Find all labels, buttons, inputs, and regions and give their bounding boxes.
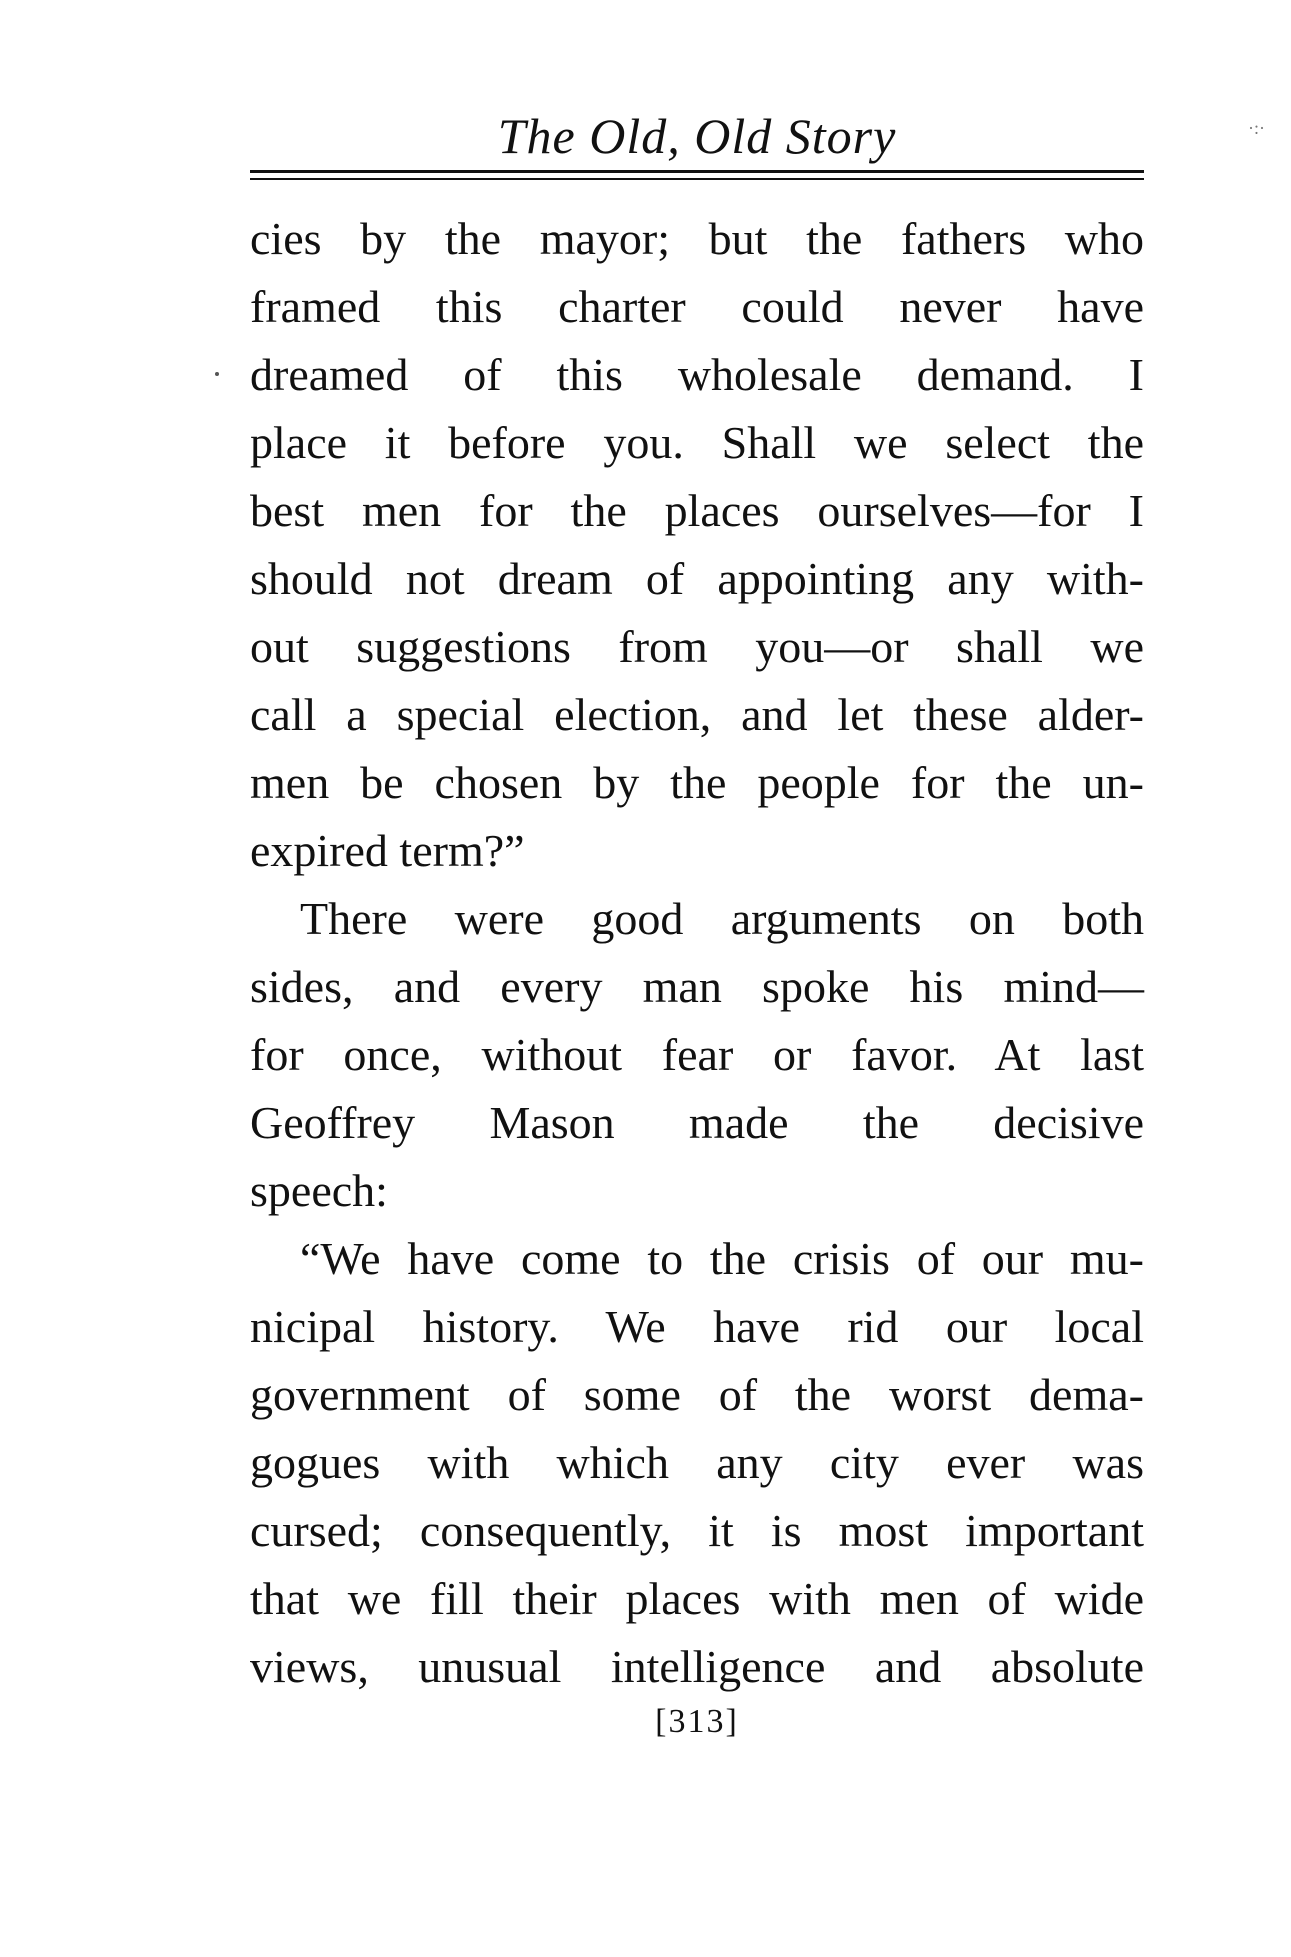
text-line: framed this charter could never have: [250, 281, 1144, 332]
text-line: that we fill their places with men of wide: [250, 1573, 1144, 1624]
text-line: out suggestions from you—or shall we: [250, 621, 1144, 672]
running-head: The Old, Old Story: [497, 108, 897, 164]
text-line: place it before you. Shall we select the: [250, 417, 1144, 468]
text-line: gogues with which any city ever was: [250, 1437, 1144, 1488]
text-line: There were good arguments on both: [300, 893, 1144, 944]
header-rule-thick: [250, 170, 1144, 173]
body-text: [250, 205, 1144, 1701]
text-line: cies by the mayor; but the fathers who: [250, 213, 1144, 264]
margin-speck: [215, 372, 219, 376]
text-line: cursed; consequently, it is most important: [250, 1505, 1144, 1556]
page-number: [313]: [655, 1703, 739, 1740]
text-line: for once, without fear or favor. At last: [250, 1029, 1144, 1080]
text-line: speech:: [250, 1165, 388, 1216]
text-line: expired term?”: [250, 825, 525, 876]
text-line: should not dream of appointing any with-: [250, 553, 1144, 604]
text-line: “We have come to the crisis of our mu-: [300, 1233, 1144, 1284]
text-line: Geoffrey Mason made the decisive: [250, 1097, 1144, 1148]
text-line: dreamed of this wholesale demand. I: [250, 349, 1144, 400]
text-line: government of some of the worst dema-: [250, 1369, 1144, 1420]
edge-specks: ·:·: [1248, 118, 1265, 138]
header-rule-thin: [250, 178, 1144, 180]
text-line: best men for the places ourselves—for I: [250, 485, 1144, 536]
text-line: views, unusual intelligence and absolute: [250, 1641, 1144, 1692]
text-line: nicipal history. We have rid our local: [250, 1301, 1144, 1352]
text-line: call a special election, and let these alder-: [250, 689, 1144, 740]
text-line: men be chosen by the people for the un-: [250, 757, 1144, 808]
text-line: sides, and every man spoke his mind—: [250, 961, 1144, 1012]
